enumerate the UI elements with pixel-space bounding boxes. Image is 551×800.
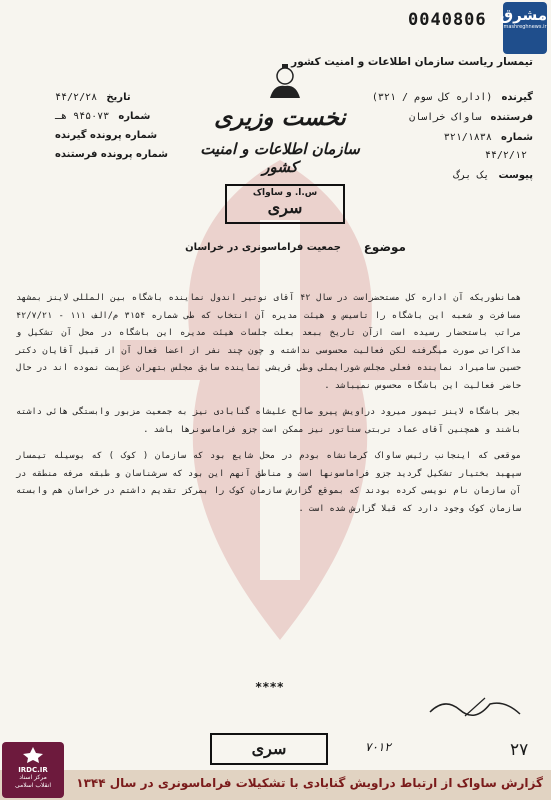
right-date-value: ۴۴/۲/۱۲	[484, 150, 527, 161]
number-label: شماره	[118, 111, 151, 122]
number-value: ۹۴۵۰۷۳ هـ	[55, 111, 110, 122]
organization-title: سازمان اطلاعات و امنیت کشور	[200, 140, 360, 176]
receiver-file-label: شماره پرونده گیرنده	[55, 130, 158, 141]
irdc-logo	[2, 742, 64, 798]
sender-file-label: شماره پرونده فرستنده	[55, 149, 168, 160]
irdc-emblem-icon	[22, 746, 44, 764]
brand-logo	[499, 2, 547, 54]
attachment-row	[453, 170, 533, 181]
body-paragraph: بجز باشگاه لاینز تیمور میرود دراویش پیرو صالح علیشاه گنابادی نیز به جمعیت مزبور وابستگی هائی داشته باشند و همچنین آقای عماد تربتی سناتور نیز ممکن است جزو فراماسونرها باشد .	[16, 407, 521, 435]
date-row	[55, 92, 131, 103]
sender-value: ساواک خراسان	[409, 112, 482, 123]
irdc-line1: مرکز اسناد	[19, 774, 47, 781]
brand-site: mashreghnews.ir	[503, 24, 547, 30]
recipient-value: (اداره کل سوم / ۳۲۱)	[371, 92, 493, 103]
date-value: ۴۴/۲/۲۸	[55, 92, 98, 103]
lion-and-sun-icon	[262, 62, 308, 102]
body-paragraph: همانطوریکه آن اداره کل مستحضراست در سال ۴۲ آقای نوتیر اندول نماینده باشگاه بین المللی لاینز بمشهد مسافرت و شعبه این باشگاه را تاسیس و هیئت مدیره آن انتخاب که طی شماره ۳۱۵۴ م/الف ۱۱۱ - ۴۲/۷/۲۱ مراتب باستحضار رسیده است ازآن تاریخ ببعد بعلت جلسات هیئت مدیره این باشگاه در محل آن تشکیل و مذاکراتی صورت میگرفته لکن فعالیت محسوسی نداشته و چون چند نفر از اعضا فعال آن از قبیل آقایان دکتر حسین سامیراد نماینده فعلی مجلس شورایملی وطی قریشی نماینده سابق مجلس بتهران عزیمت نموده اند در حال حاضر فعالیت این باشگاه محسوس نمیباشد .	[16, 293, 522, 391]
recipient-row	[372, 92, 533, 103]
right-date-row	[485, 150, 533, 161]
brand-name: مشرق	[499, 6, 547, 24]
date-label: تاریخ	[106, 92, 131, 103]
irdc-line2: انقلاب اسلامی	[15, 782, 51, 789]
number-row	[55, 111, 150, 122]
stamp-main: سری	[267, 198, 303, 217]
document-serial: 0040806	[408, 10, 487, 30]
secret-stamp-bottom: سری	[210, 733, 328, 765]
caption-text: گزارش ساواک از ارتباط دراویش گنابادی با تشکیلات فراماسونری در سال ۱۳۴۴	[76, 776, 543, 790]
irdc-site: IRDC.IR	[18, 766, 48, 774]
attachment-value: یک برگ	[453, 170, 490, 181]
recipient-label: گیرنده	[501, 92, 533, 103]
right-number-row	[444, 132, 533, 143]
subject-label: موضوع	[363, 240, 406, 254]
addressee-line: تیمسار ریاست سازمان اطلاعات و امنیت کشور	[291, 56, 533, 68]
right-number-label: شماره	[501, 132, 533, 143]
subject-value: جمعیت فراماسونری در خراسان	[185, 242, 341, 253]
body-paragraph: موقعی که اینجانب رئیس ساواک کرمانشاه بودم در محل شایع بود که سازمان ( کوک ) که بوسیله تیمسار سپهبد بختیار تشکیل گردید جزو فراماسونها است و مناطق آنهم این بود که سرشناسان و طبقه مرفه منطقه در آن سازمان نام نویسی کرده بودند که بموقع گزارش سازمان کوک را بمرکز تقدیم داشتم در خراسان هم وابسته سازمان کوک وجود دارد که قبلا گزارش شده است .	[16, 451, 521, 514]
stamp-sub: س.ا. و ساواک	[252, 188, 318, 198]
ministry-title: نخست وزیری	[214, 104, 346, 131]
attachment-label: پیوست	[498, 170, 533, 181]
receiver-file-row	[55, 130, 157, 141]
document-body	[16, 290, 521, 527]
sender-row	[409, 112, 533, 123]
end-stars: ****	[255, 680, 284, 694]
handwritten-code: ۷۰۱۲	[365, 740, 391, 754]
right-number-value: ۳۲۱/۱۸۳۸	[443, 132, 492, 143]
sender-label: فرستنده	[490, 112, 533, 123]
handwritten-number: ۲۷	[510, 740, 529, 760]
sender-file-row	[55, 149, 168, 160]
secret-stamp-top	[225, 184, 345, 224]
signature-icon	[425, 692, 525, 722]
